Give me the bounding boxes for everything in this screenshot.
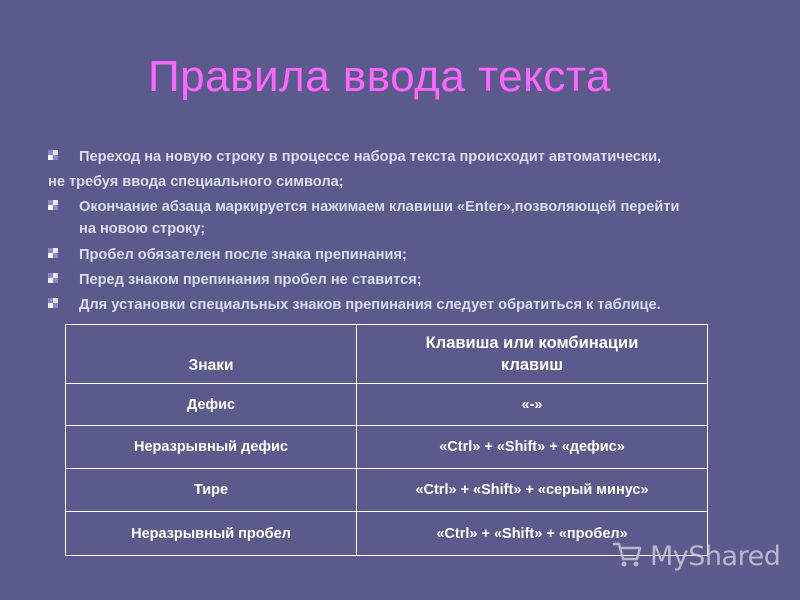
bullet-text: Пробел обязателен после знака препинания; (79, 247, 407, 263)
shortcut-table (65, 324, 708, 556)
table-cell-keys: «Ctrl» + «Shift» + «пробел» (357, 512, 708, 556)
bullet-text: на новою строку; (79, 221, 206, 237)
table-cell-sign: Тире (66, 469, 357, 512)
watermark (610, 536, 780, 576)
table-cell-sign: Неразрывный дефис (66, 426, 357, 469)
table-header-signs: Знаки (66, 325, 357, 384)
bullet-text: Окончание абзаца маркируется нажимаем клавиши «Enter»,позволяющей перейти (79, 199, 680, 215)
cart-icon (610, 536, 650, 577)
bullet-text: Переход на новую строку в процессе набора текста происходит автоматически, (79, 149, 662, 165)
watermark-text: MyShared (650, 540, 781, 572)
table-header-row (66, 325, 708, 384)
bullet-icon (48, 298, 59, 309)
bullet-text: не требуя ввода специального символа; (48, 174, 344, 190)
table-cell-sign: Неразрывный пробел (66, 512, 357, 556)
table-header-keys-line1: Клавиша или комбинации (425, 334, 639, 352)
bullet-icon (48, 150, 59, 161)
bullet-icon (48, 200, 59, 211)
bullet-icon (48, 248, 59, 259)
table-header-keys-line2: клавиш (500, 356, 564, 374)
table-row (66, 469, 708, 512)
bullet-text: Для установки специальных знаков препинания следует обратиться к таблице. (79, 297, 661, 313)
table-cell-sign: Дефис (66, 384, 357, 426)
table-row (66, 426, 708, 469)
bullet-icon (48, 273, 59, 284)
table-cell-keys: «Ctrl» + «Shift» + «серый минус» (357, 469, 708, 512)
table-cell-keys: «Ctrl» + «Shift» + «дефис» (357, 426, 708, 469)
slide-title: Правила ввода текста (148, 52, 612, 101)
table-cell-keys: «-» (357, 384, 708, 426)
bullet-text: Перед знаком препинания пробел не ставится; (79, 272, 422, 288)
table-row (66, 384, 708, 426)
table-header-keys (357, 325, 708, 384)
